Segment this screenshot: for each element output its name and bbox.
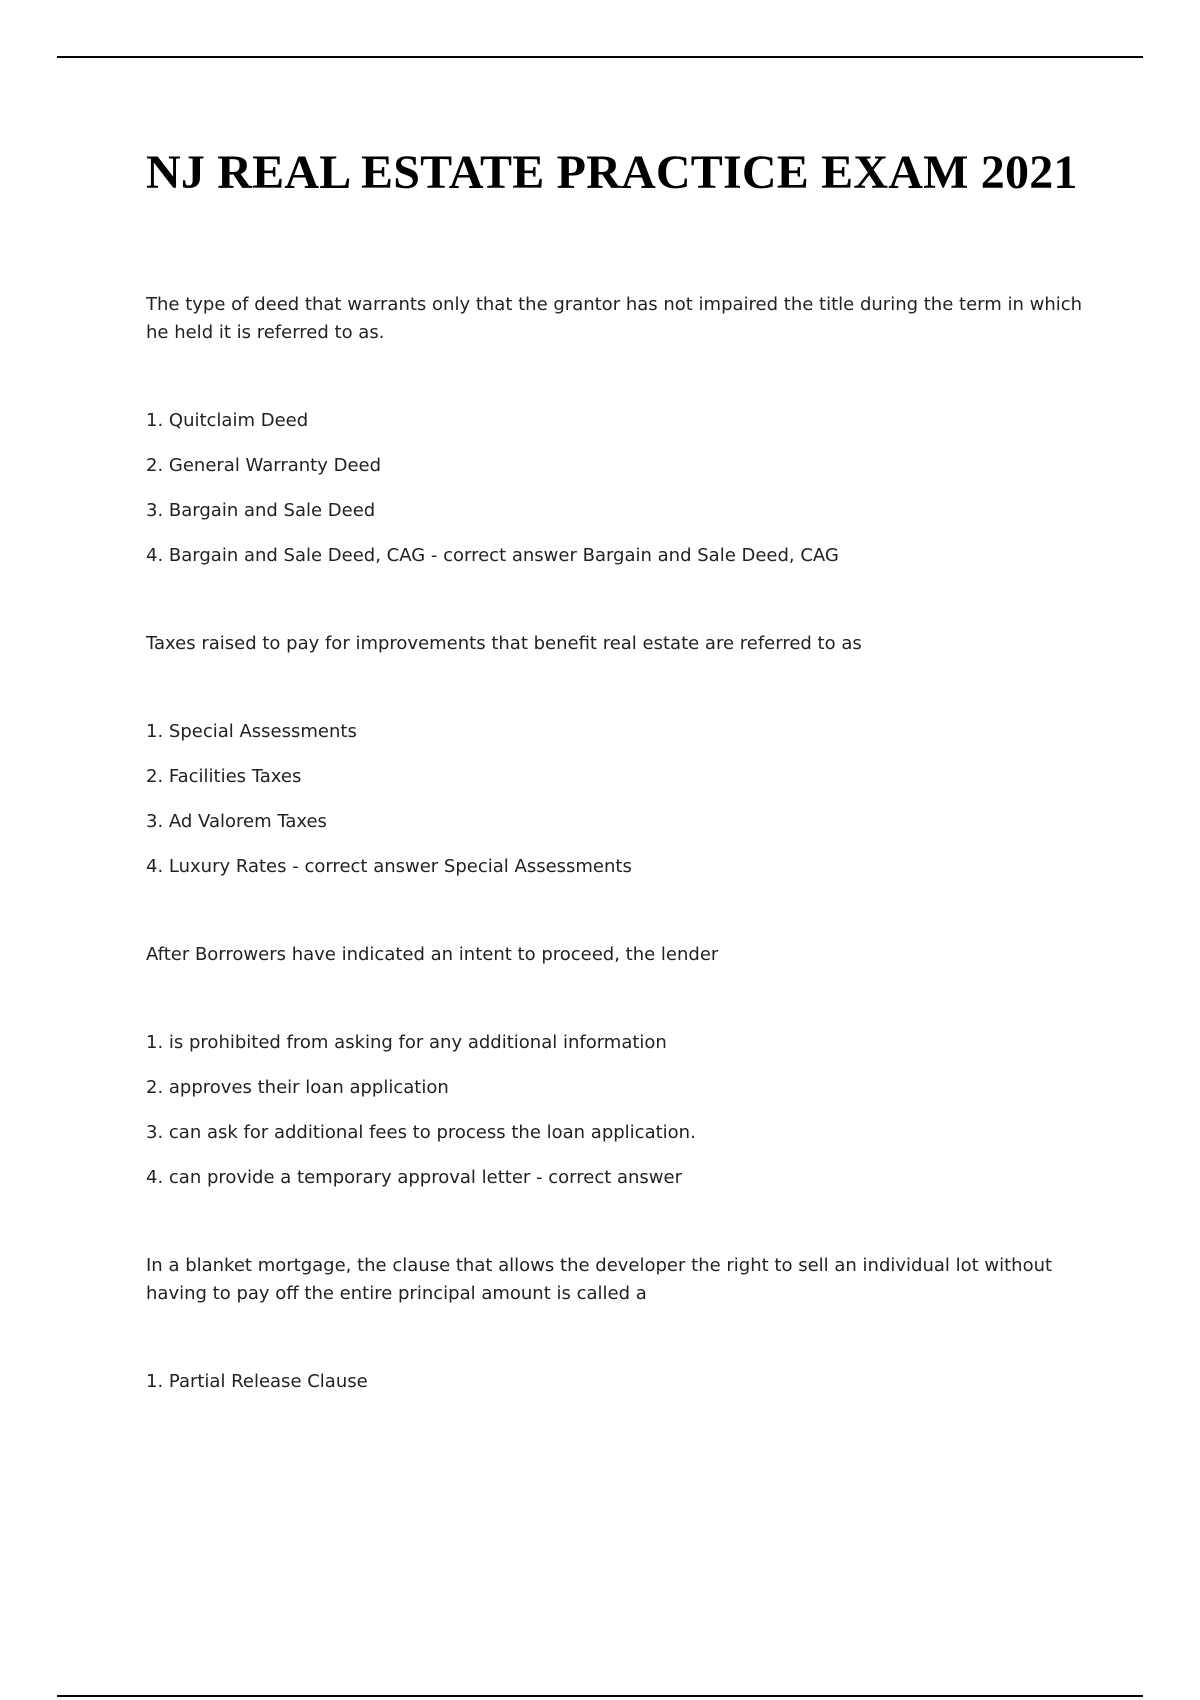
question-prompt: Taxes raised to pay for improvements that benefit real estate are referred to as	[146, 633, 862, 654]
question-1	[146, 291, 1086, 570]
document-title: NJ REAL ESTATE PRACTICE EXAM 2021	[146, 146, 1078, 199]
question-prompt: After Borrowers have indicated an intent to proceed, the lender	[146, 944, 719, 965]
answer-option: 1. Partial Release Clause	[146, 1371, 368, 1392]
answer-options	[146, 1029, 1086, 1192]
answer-option: 1. Quitclaim Deed	[146, 410, 309, 431]
answer-option: 4. Luxury Rates - correct answer Special Assessments	[146, 856, 632, 877]
answer-option: 2. General Warranty Deed	[146, 455, 382, 476]
answer-option: 1. Special Assessments	[146, 721, 357, 742]
bottom-rule	[57, 1695, 1143, 1697]
answer-option: 3. Bargain and Sale Deed	[146, 500, 376, 521]
question-3	[146, 941, 1086, 1192]
question-prompt: In a blanket mortgage, the clause that allows the developer the right to sell an individual lot without having to pay off the entire principal amount is called a	[146, 1255, 1053, 1304]
question-list	[146, 291, 1086, 1396]
answer-options	[146, 407, 1086, 570]
top-rule	[57, 56, 1143, 58]
question-4	[146, 1252, 1086, 1396]
answer-option: 3. Ad Valorem Taxes	[146, 811, 327, 832]
answer-option: 2. approves their loan application	[146, 1077, 449, 1098]
answer-option: 4. Bargain and Sale Deed, CAG - correct answer Bargain and Sale Deed, CAG	[146, 545, 839, 566]
answer-options	[146, 1368, 1086, 1396]
answer-options	[146, 718, 1086, 881]
answer-option: 1. is prohibited from asking for any additional information	[146, 1032, 667, 1053]
question-2	[146, 630, 1086, 881]
page-content	[146, 140, 1086, 1456]
question-prompt: The type of deed that warrants only that the grantor has not impaired the title during the term in which he held it is referred to as.	[146, 294, 1083, 343]
answer-option: 3. can ask for additional fees to process the loan application.	[146, 1122, 696, 1143]
answer-option: 2. Facilities Taxes	[146, 766, 302, 787]
answer-option: 4. can provide a temporary approval letter - correct answer	[146, 1167, 683, 1188]
